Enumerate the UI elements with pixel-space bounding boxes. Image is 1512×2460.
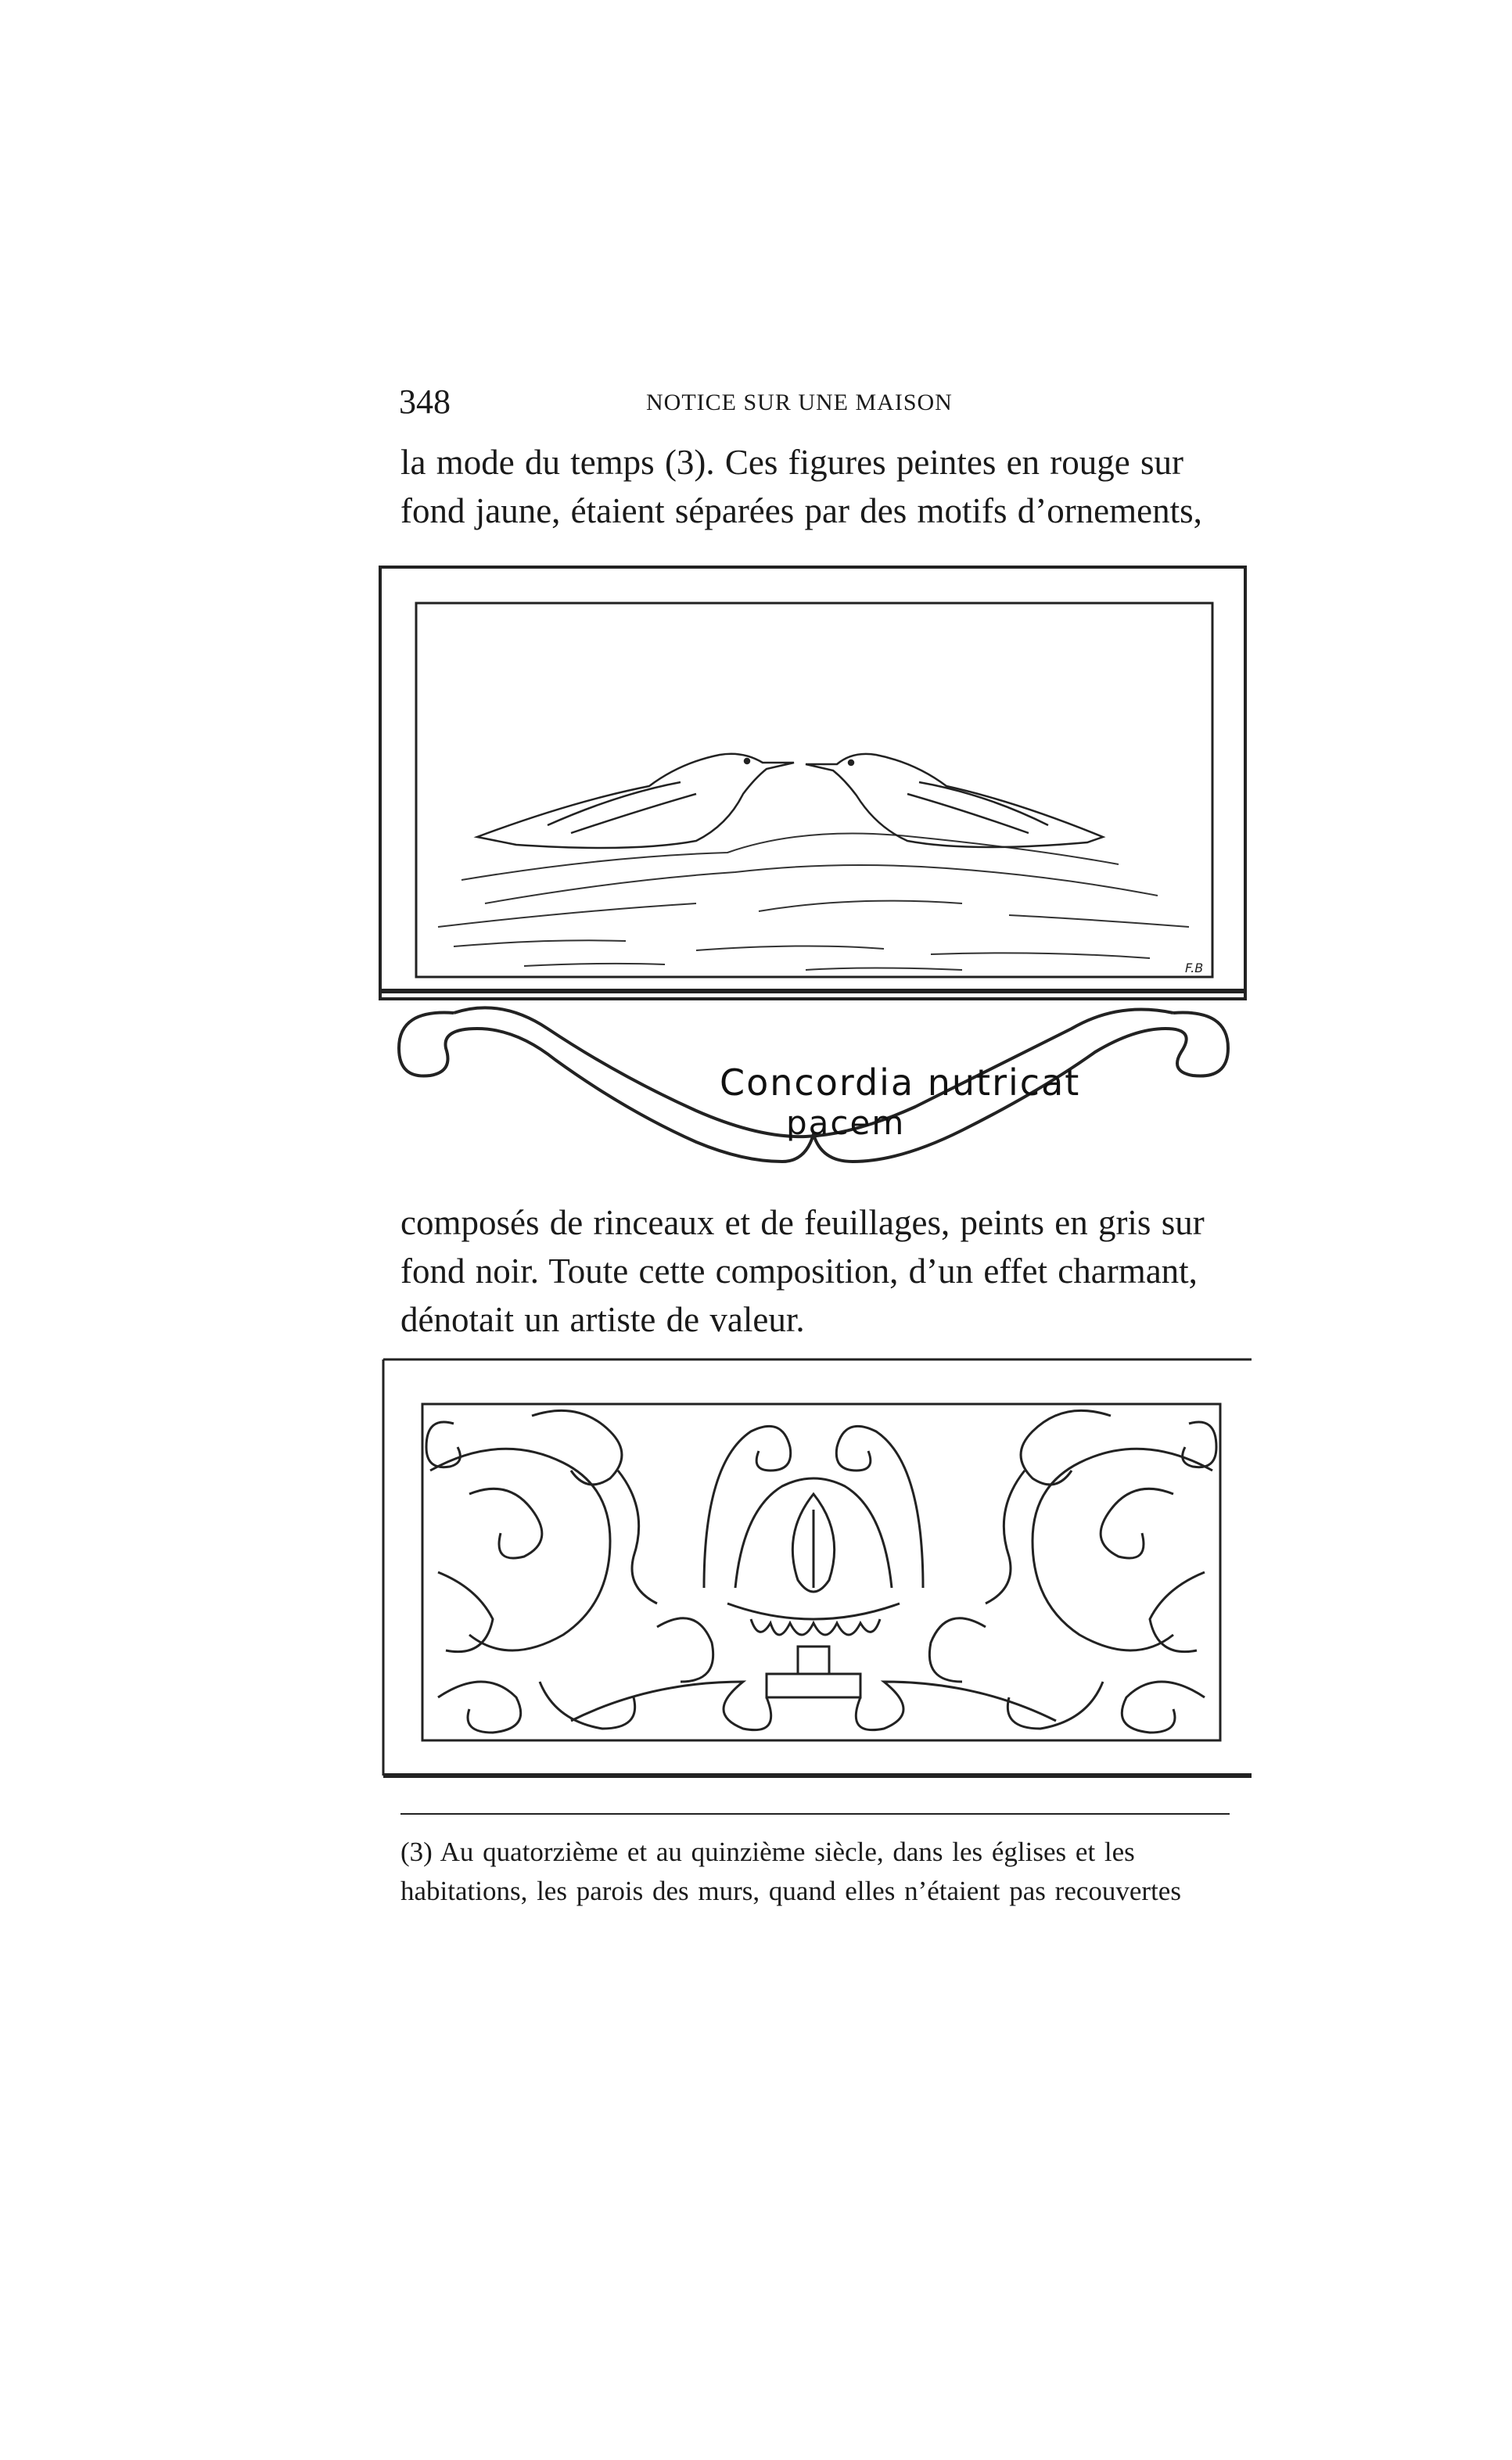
inner-frame [416, 603, 1212, 977]
body-line-4: fond noir. Toute cette composition, d’un effet charmant, [400, 1252, 1198, 1291]
body-line-5: dénotait un artiste de valeur. [400, 1300, 805, 1339]
footnote-rule [400, 1813, 1230, 1815]
artist-signature: F.B [1185, 961, 1204, 975]
inscription-line-2: pacem [786, 1104, 906, 1142]
ornament-frieze [375, 1353, 1259, 1791]
inscription-line-1: Concordia nutricat [720, 1061, 1081, 1104]
left-bird [477, 754, 794, 848]
outer-frame [380, 567, 1245, 999]
footnote-line-1: (3) Au quatorzième et au quinzième siècle, dans les églises et les [400, 1837, 1135, 1867]
ground-hatching [438, 834, 1189, 971]
birds-illustration [368, 559, 1259, 1185]
body-line-2: fond jaune, étaient séparées par des motifs d’ornements, [400, 491, 1202, 530]
running-title: NOTICE SUR UNE MAISON [646, 390, 953, 415]
body-line-1: la mode du temps (3). Ces figures peintes en rouge sur [400, 443, 1184, 482]
footnote-line-2: habitations, les parois des murs, quand elles n’étaient pas recouvertes [400, 1876, 1181, 1906]
page-number: 348 [399, 382, 451, 421]
rinceaux-ornament [426, 1410, 1216, 1733]
body-line-3: composés de rinceaux et de feuillages, peints en gris sur [400, 1203, 1205, 1242]
